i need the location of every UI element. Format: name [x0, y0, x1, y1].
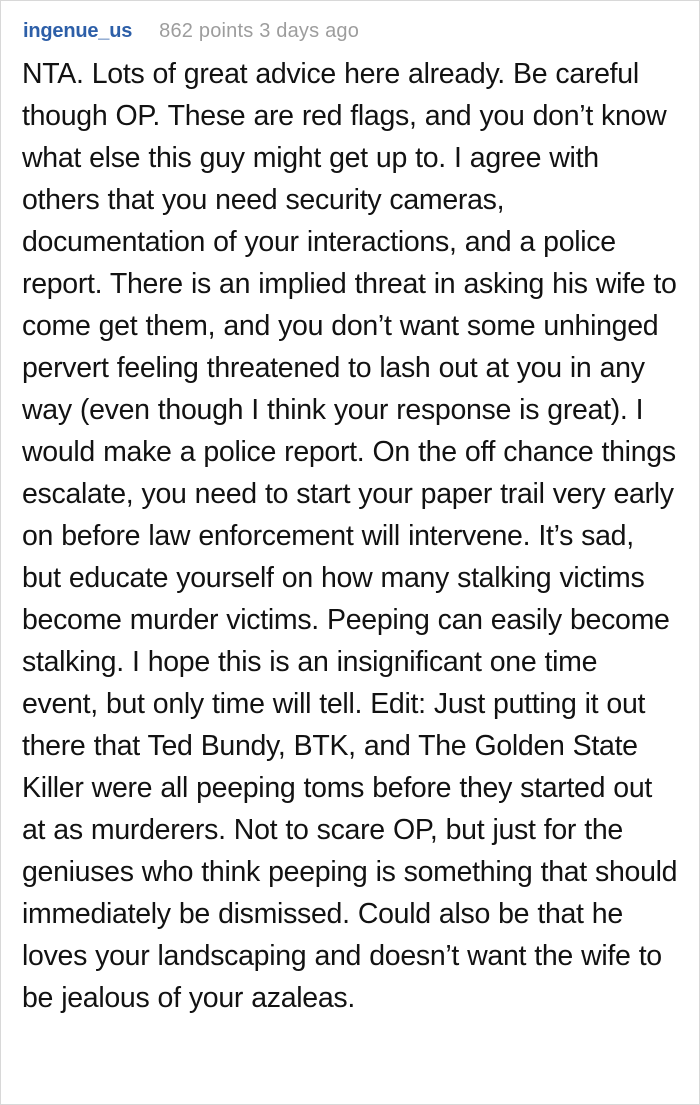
comment-body-text: NTA. Lots of great advice here already. Be careful though OP. These are red flags, and you don’t know what else this guy might get up to. I agree with others that you need security cameras, documentation of your interactions, and a police report. There is an implied threat in asking his wife to come get them, and you don’t want some unhinged pervert feeling threatened to lash out at you in any way (even though I think your response is great). I would make a police report. On the off chance things escalate, you need to start your paper trail very early on before law enforcement will intervene. It’s sad, but educate yourself on how many stalking victims become murder victims. Peeping can easily become stalking. I hope this is an insignificant one time event, but only time will tell. Edit: Just putting it out there that Ted Bundy, BTK, and The Golden State Killer were all peeping toms before they started out at as murderers. Not to scare OP, but just for the geniuses who think peeping is something that should immediately be dismissed. Could also be that he loves your landscaping and doesn’t want the wife to be jealous of your azaleas.	[22, 58, 678, 1014]
comment-meta: 862 points 3 days ago	[159, 20, 360, 42]
comment-header	[23, 20, 679, 43]
comment-username-link[interactable]: ingenue_us	[23, 20, 133, 42]
